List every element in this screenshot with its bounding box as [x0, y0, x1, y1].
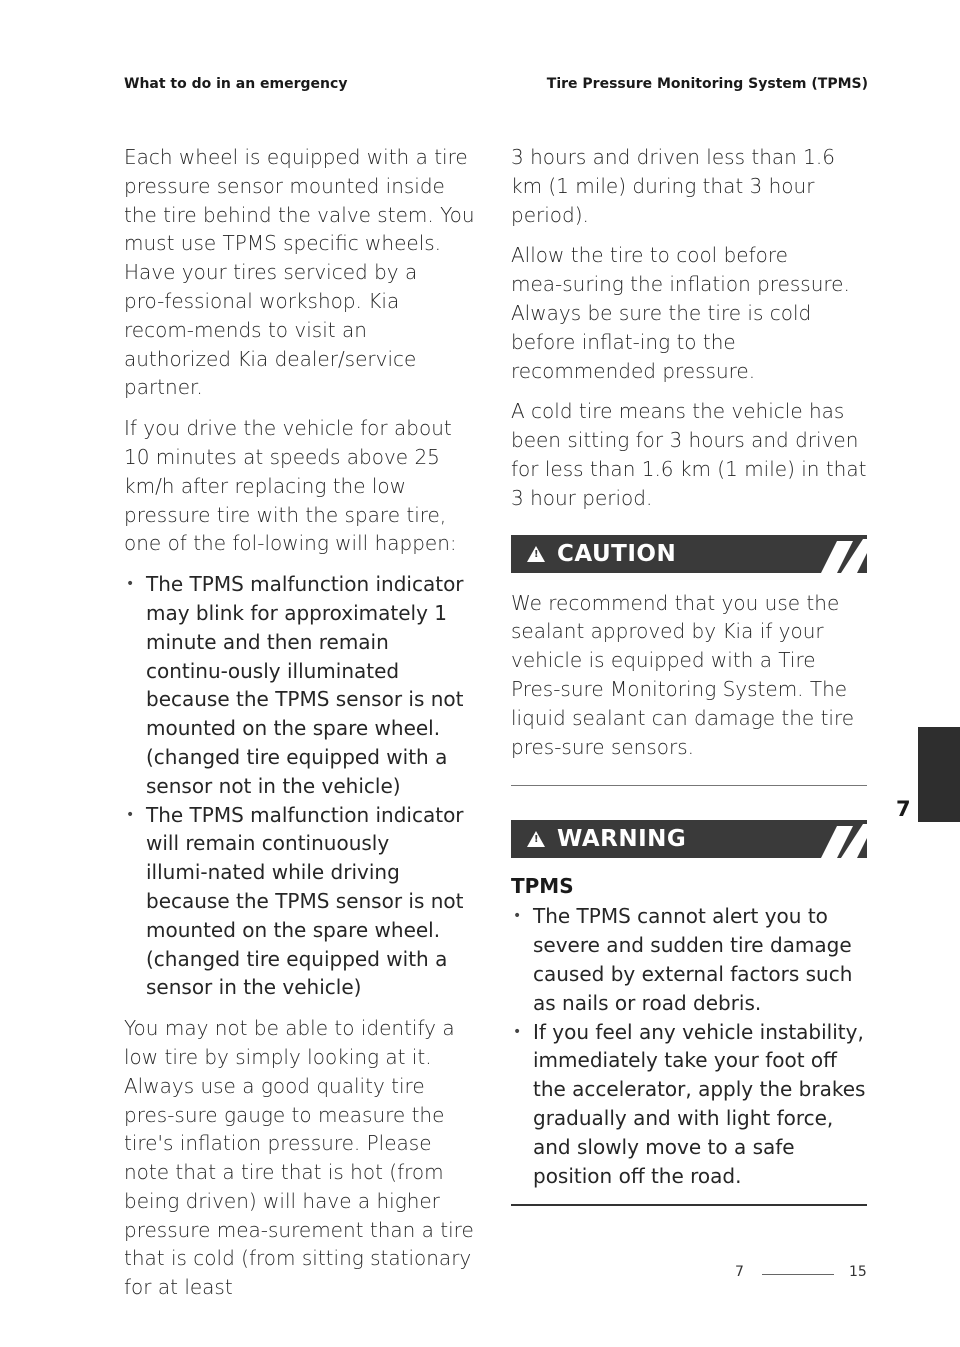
warning-subtitle: TPMS — [511, 874, 574, 899]
caution-title: CAUTION — [557, 540, 677, 567]
warning-triangle-icon: ! — [527, 546, 545, 562]
paragraph-spare-tire: If you drive the vehicle for about 10 minutes at speeds above 25 km/h after replacing the low pressure tire with the spare tire, one of the fol‑lowing will happen: — [124, 416, 457, 556]
right-column — [511, 143, 867, 1206]
paragraph-sensor: Each wheel is equipped with a tire pressure sensor mounted inside the tire behind the valve stem. You must use TPMS specific wheels. Have your tires serviced by a pro‑fessional workshop. Kia recom‑mends to visit an authorized Kia dealer/service partner. — [124, 145, 475, 400]
list-item: • If you feel any vehicle instability, immediately take your foot off the accelerator, apply the brakes gradually and with light force, and slowly move to a safe position off the road. — [511, 1018, 867, 1191]
paragraph-pressure-gauge: You may not be able to identify a low tire by simply looking at it. Always use a good quality tire pres‑sure gauge to measure the tire's inflation pressure. Please note that a tire that is hot (from being driven) will have a higher pressure mea‑surement than a tire that is cold (from sitting stationary for at least — [124, 1016, 474, 1300]
warning-triangle-icon: ! — [527, 831, 545, 847]
warning-banner — [511, 820, 867, 858]
warning-title: WARNING — [557, 826, 687, 853]
paragraph-cool-tire: Allow the tire to cool before mea‑suring the inflation pressure. Always be sure the tire is cold before inflat‑ing to the recommended pressure. — [511, 243, 850, 383]
warning-bullets — [511, 902, 867, 1190]
footer-chapter: 7 — [735, 1264, 744, 1280]
paragraph-cold-tire: A cold tire means the vehicle has been sitting for 3 hours and driven for less than 1.6 km (1 mile) in that 3 hour period. — [511, 399, 867, 510]
chapter-tab — [918, 727, 960, 822]
spare-tire-bullets — [124, 570, 476, 1002]
running-header-section: What to do in an emergency — [124, 76, 348, 92]
list-item: • The TPMS malfunction indicator may blink for approximately 1 minute and then remain continu‑ously illuminated because the TPMS sensor is not mounted on the spare wheel. (changed tire equipped with a sensor not in the vehicle) — [124, 570, 476, 800]
divider — [511, 785, 867, 786]
banner-slashes-decoration — [807, 820, 867, 858]
banner-slashes-decoration — [807, 535, 867, 573]
left-column — [124, 143, 476, 1314]
running-header-title: Tire Pressure Monitoring System (TPMS) — [546, 76, 868, 92]
paragraph-continued: 3 hours and driven less than 1.6 km (1 mile) during that 3 hour period). — [511, 145, 835, 227]
list-item: • The TPMS malfunction indicator will remain continuously illumi‑nated while driving because the TPMS sensor is not mounted on the spare wheel. (changed tire equipped with a sensor in the vehicle) — [124, 801, 476, 1003]
page-number: 15 — [849, 1264, 867, 1280]
footer-divider — [762, 1274, 834, 1275]
warning-end-divider — [511, 1204, 867, 1206]
list-item: • The TPMS cannot alert you to severe and sudden tire damage caused by external factors such as nails or road debris. — [511, 902, 867, 1017]
chapter-tab-number: 7 — [896, 797, 911, 821]
caution-text: We recommend that you use the sealant approved by Kia if your vehicle is equipped with a Tire Pres‑sure Monitoring System. The liquid sealant can damage the tire pres‑sure sensors. — [511, 590, 855, 759]
caution-banner — [511, 535, 867, 573]
